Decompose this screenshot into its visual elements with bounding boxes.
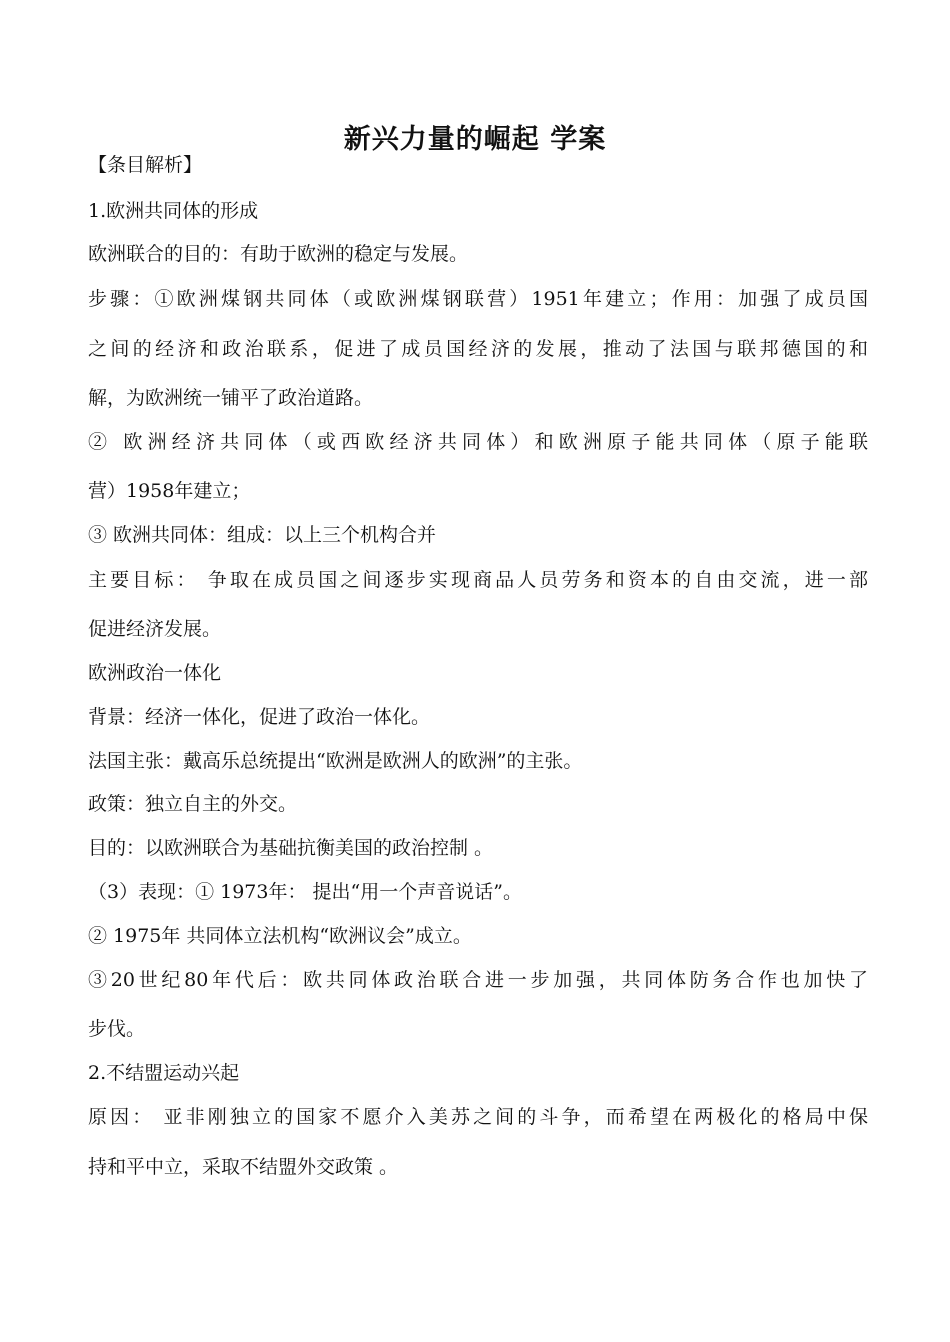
text-line: 步伐。 xyxy=(88,1018,146,1040)
text-line: 欧洲联合的目的：有助于欧洲的稳定与发展。 xyxy=(88,243,469,265)
text-line: 背景：经济一体化，促进了政治一体化。 xyxy=(88,706,431,728)
text-line: 促进经济发展。 xyxy=(88,618,222,640)
text-line: ② 1975年 共同体立法机构“欧洲议会”成立。 xyxy=(88,925,472,947)
text-line: （3）表现：① 1973年： 提出“用一个声音说话”。 xyxy=(88,881,522,903)
text-line: 持和平中立，采取不结盟外交政策 。 xyxy=(88,1156,399,1178)
text-line: 目的：以欧洲联合为基础抗衡美国的政治控制 。 xyxy=(88,837,494,859)
heading-2: 2.不结盟运动兴起 xyxy=(88,1062,240,1084)
section-label: 【条目解析】 xyxy=(88,154,203,176)
text-line: 步骤：①欧洲煤钢共同体（或欧洲煤钢联营）1951年建立；作用：加强了成员国 xyxy=(88,288,868,310)
text-line: ③ 欧洲共同体：组成：以上三个机构合并 xyxy=(88,524,437,546)
document-title: 新兴力量的崛起 学案 xyxy=(343,124,607,155)
text-line: 原因： 亚非刚独立的国家不愿介入美苏之间的斗争，而希望在两极化的格局中保 xyxy=(88,1106,868,1128)
text-line: 解，为欧洲统一铺平了政治道路。 xyxy=(88,387,374,409)
text-line: 主要目标： 争取在成员国之间逐步实现商品人员劳务和资本的自由交流，进一部 xyxy=(88,569,868,591)
text-line: 欧洲政治一体化 xyxy=(88,662,222,684)
text-line: ③20世纪80年代后：欧共同体政治联合进一步加强，共同体防务合作也加快了 xyxy=(88,969,868,991)
text-line: 政策：独立自主的外交。 xyxy=(88,793,298,815)
text-line: 营）1958年建立； xyxy=(88,480,251,502)
text-line: ② 欧洲经济共同体（或西欧经济共同体）和欧洲原子能共同体（原子能联 xyxy=(88,431,868,453)
text-line: 之间的经济和政治联系，促进了成员国经济的发展，推动了法国与联邦德国的和 xyxy=(88,338,868,360)
text-line: 法国主张：戴高乐总统提出“欧洲是欧洲人的欧洲”的主张。 xyxy=(88,750,583,772)
heading-1: 1.欧洲共同体的形成 xyxy=(88,200,259,222)
